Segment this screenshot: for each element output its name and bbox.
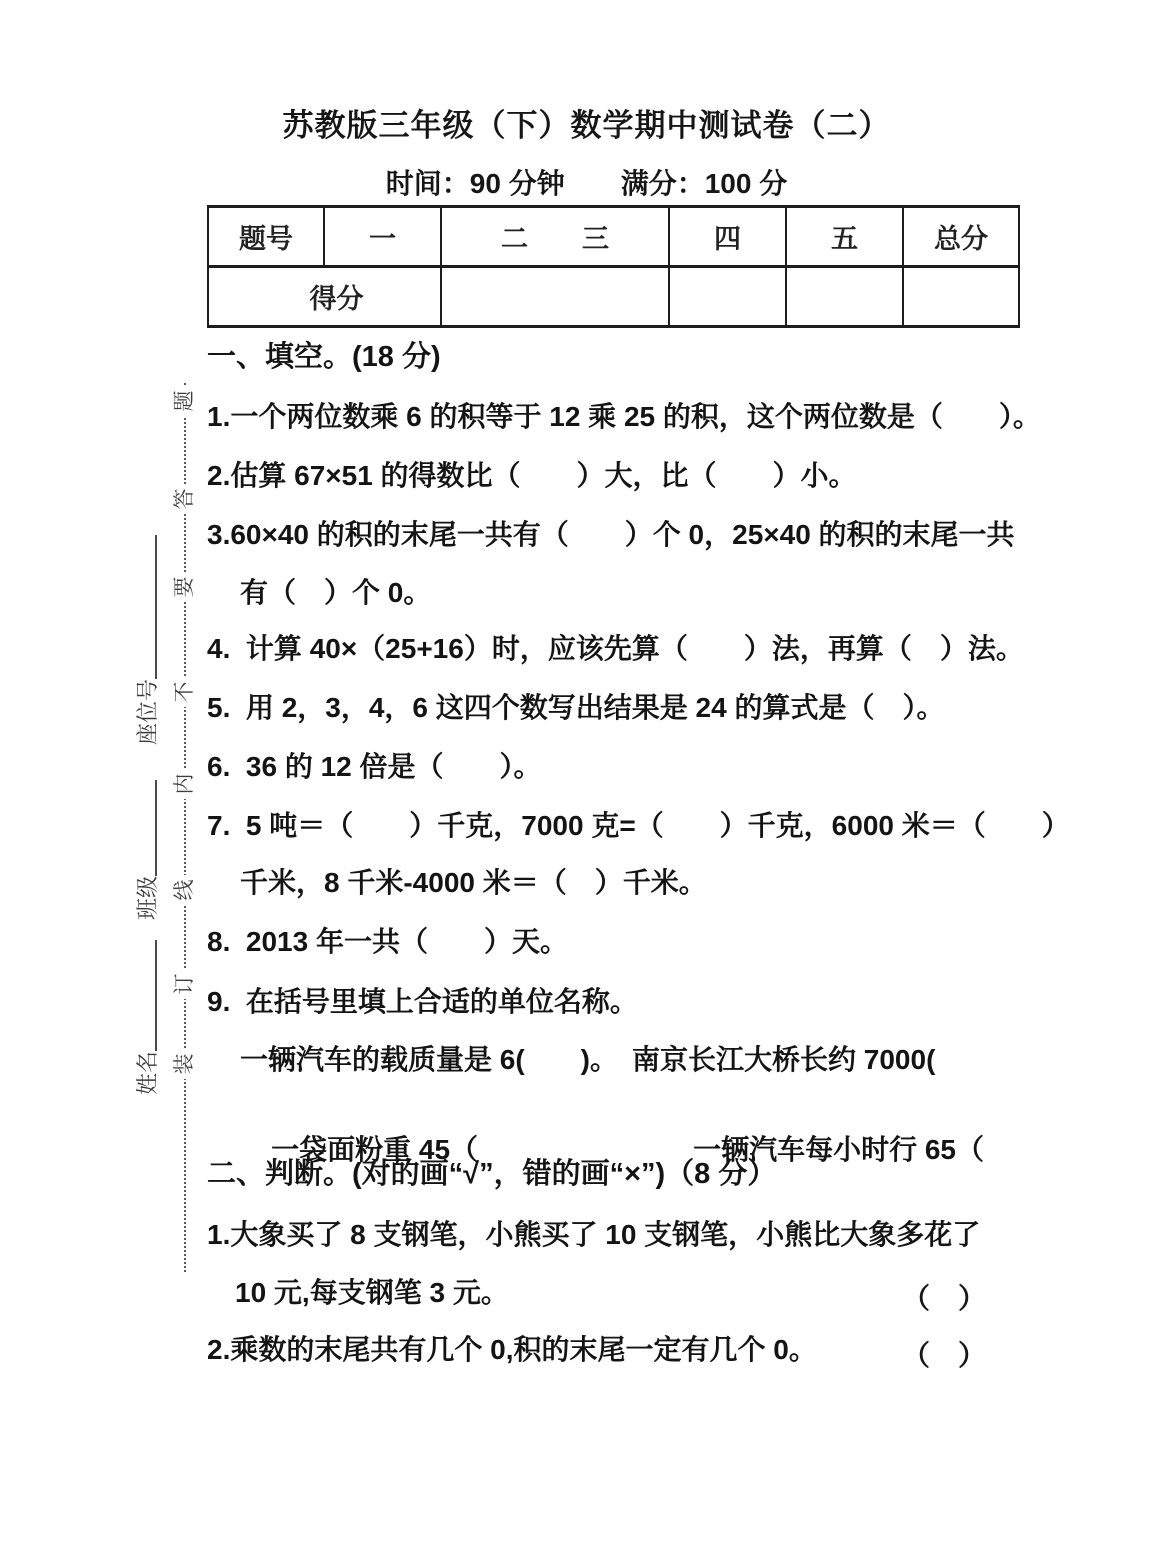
question-9-line-3-right: 一辆汽车每小时行 65（ [693,1134,984,1165]
header-cell-two-three: 二 三 [441,207,669,267]
seat-number-blank-line [155,535,157,679]
seal-char: 不 [172,677,198,707]
seal-char: 题 [172,386,198,416]
score-table-header-row [208,207,1019,267]
score-empty-cell [441,267,669,327]
name-label: 姓名 [135,1050,160,1095]
judge-1-line-1: 1.大象买了 8 支钢笔，小熊买了 10 支钢笔，小熊比大象多花了 [207,1219,981,1250]
question-8: 8. 2013 年一共（ ）天。 [207,926,568,957]
judge-2-answer-bracket: （ ） [902,1340,987,1371]
header-cell-one: 一 [324,207,441,267]
seal-char: 线 [172,875,198,905]
score-table-score-row [208,267,1019,327]
question-1: 1.一个两位数乘 6 的积等于 12 乘 25 的积，这个两位数是（ ）。 [207,401,1041,432]
score-label-cell: 得分 [208,267,441,327]
exam-meta: 时间：90 分钟 满分：100 分 [385,168,788,199]
score-empty-cell [903,267,1019,327]
judge-1-line-2: 10 元,每支钢笔 3 元。 [235,1277,509,1308]
seat-number-field [134,535,160,745]
question-7-line-2: 千米，8 千米-4000 米＝（ ）千米。 [240,867,707,898]
seal-char: 答 [172,484,198,514]
header-cell-total: 总分 [903,207,1019,267]
question-4: 4. 计算 40×（25+16）时，应该先算（ ）法，再算（ ）法。 [207,633,1024,664]
section-1-header: 一、填空。(18 分) [207,341,441,373]
name-field [134,940,160,1095]
page-title: 苏教版三年级（下）数学期中测试卷（二） [282,108,891,143]
question-5: 5. 用 2，3，4，6 这四个数写出结果是 24 的算式是（ ）。 [207,692,945,723]
class-blank-line [155,780,157,876]
question-7-line-1: 7. 5 吨＝（ ）千克，7000 克=（ ）千克，6000 米＝（ ） [207,810,1070,841]
question-9-line-3-left: 一袋面粉重 45（ [271,1134,479,1165]
class-label: 班级 [135,875,160,920]
seal-char: 内 [172,769,198,799]
header-cell-four: 四 [669,207,786,267]
judge-1-answer-bracket: （ ） [902,1283,987,1314]
seal-char: 要 [172,572,198,602]
seat-number-label: 座位号 [135,678,160,745]
seal-char: 订 [172,969,198,999]
seal-dotted-line [184,383,186,1272]
score-empty-cell [669,267,786,327]
question-2: 2.估算 67×51 的得数比（ ）大，比（ ）小。 [207,460,857,491]
seal-char: 装 [172,1049,198,1079]
question-3-line-1: 3.60×40 的积的末尾一共有（ ）个 0，25×40 的积的末尾一共 [207,519,1015,550]
score-table [207,205,1020,328]
question-9: 9. 在括号里填上合适的单位名称。 [207,986,638,1017]
question-3-line-2: 有（ ）个 0。 [240,577,432,608]
score-empty-cell [786,267,903,327]
header-cell-question-no: 题号 [208,207,324,267]
header-cell-five: 五 [786,207,903,267]
section-2-header: 二、判断。(对的画“√”，错的画“×”)（8 分） [207,1158,777,1190]
class-field [134,780,160,920]
judge-2-line: 2.乘数的末尾共有几个 0,积的末尾一定有几个 0。 [207,1334,817,1365]
question-9-line-2: 一辆汽车的载质量是 6( )。 南京长江大桥长约 7000( [240,1044,936,1075]
name-blank-line [155,940,157,1051]
question-6: 6. 36 的 12 倍是（ ）。 [207,751,542,782]
